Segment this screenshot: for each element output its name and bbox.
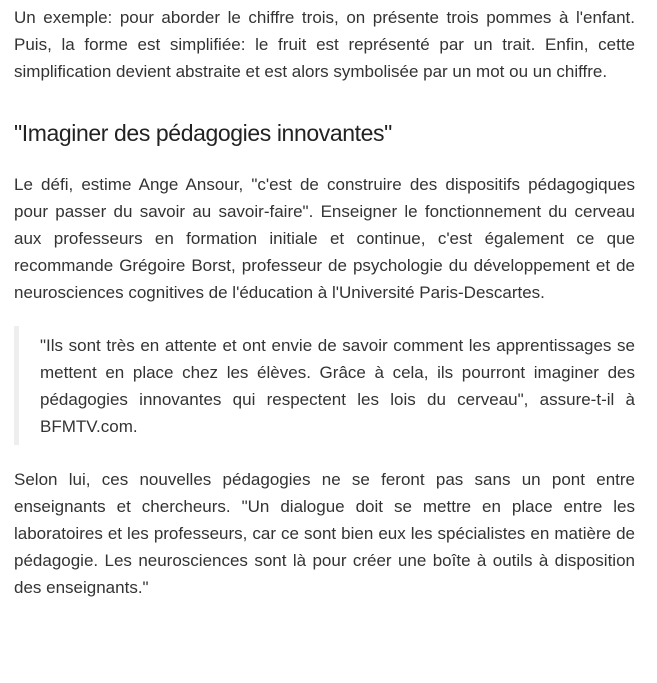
paragraph-selon-lui: Selon lui, ces nouvelles pédagogies ne se feront pas sans un pont entre enseignants et chercheurs. "Un dialogue doit se mettre en place entre les laboratoires et les professeurs, car ce sont bien eux les spécialistes en matière de pédagogie. Les neurosciences sont là pour créer une boîte à outils à disposition des enseignants." [14,470,635,597]
paragraph-defi: Le défi, estime Ange Ansour, "c'est de construire des dispositifs pédagogiques pour passer du savoir au savoir-faire". Enseigner le fonctionnement du cerveau aux professeurs en formation initiale et continue, c'est également ce que recommande Grégoire Borst, professeur de psychologie du développement et de neurosciences cognitives de l'éducation à l'Université Paris-Descartes. [14,175,635,302]
blockquote [14,326,635,445]
quote-text: "Ils sont très en attente et ont envie de savoir comment les apprentissages se mettent en place chez les élèves. Grâce à cela, ils pourront imaginer des pédagogies innovantes qui respectent les lois du cerveau", assure-t-il à BFMTV.com. [40,336,635,436]
paragraph-example: Un exemple: pour aborder le chiffre trois, on présente trois pommes à l'enfant. Puis, la forme est simplifiée: le fruit est représenté par un trait. Enfin, cette simplification devient abstraite et est alors symbolisée par un mot ou un chiffre. [14,8,635,81]
section-heading: "Imaginer des pédagogies innovantes" [14,120,392,146]
article-body [14,0,635,601]
